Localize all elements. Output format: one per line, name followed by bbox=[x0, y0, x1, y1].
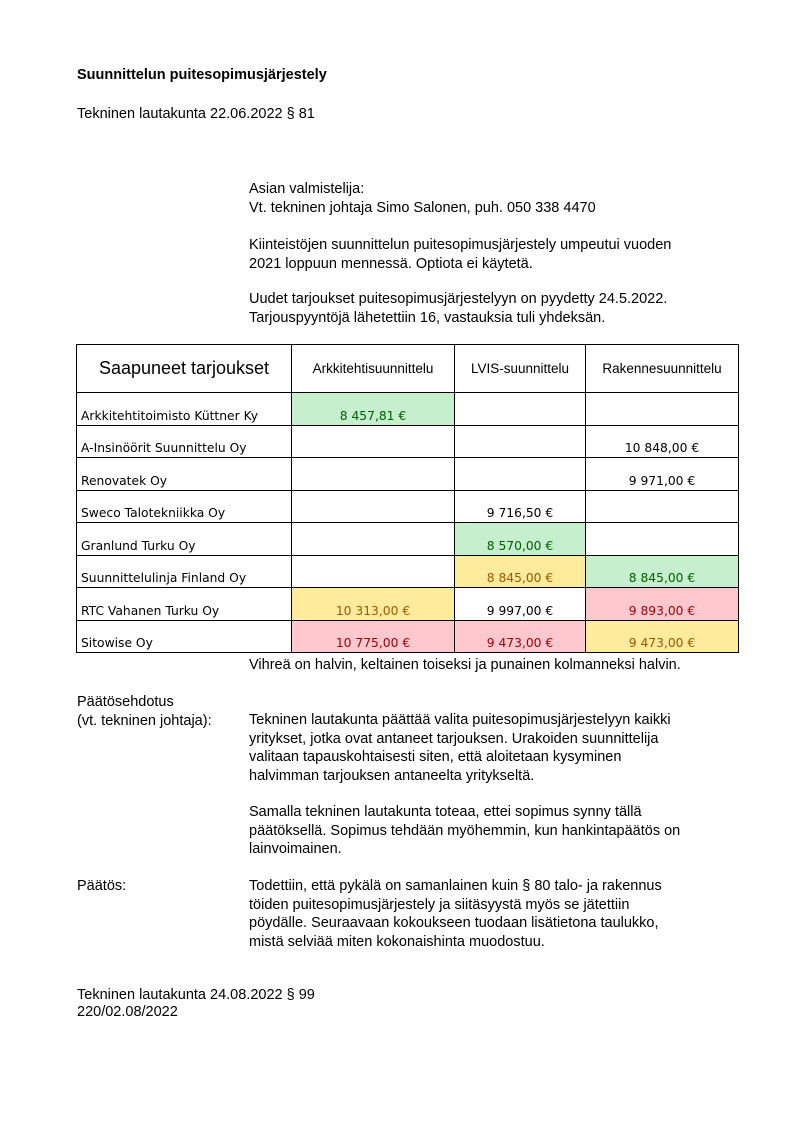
bid-price-cell bbox=[292, 490, 455, 523]
text-line: yritykset, jotka ovat antaneet tarjouksen. Urakoiden suunnittelija bbox=[249, 730, 659, 747]
table-row bbox=[77, 393, 739, 426]
record-number: 220/02.08/2022 bbox=[77, 1004, 178, 1020]
company-name-cell: Renovatek Oy bbox=[77, 458, 292, 491]
bid-price-cell: 8 570,00 € bbox=[455, 523, 586, 556]
text-line: Tarjouspyyntöjä lähetettiin 16, vastauksia tuli yhdeksän. bbox=[249, 309, 606, 326]
paragraph-expiry bbox=[249, 236, 719, 273]
company-name-cell: Granlund Turku Oy bbox=[77, 523, 292, 556]
text-line: lainvoimainen. bbox=[249, 841, 342, 857]
bid-price-cell: 8 845,00 € bbox=[586, 555, 739, 588]
bid-price-cell: 9 473,00 € bbox=[586, 620, 739, 653]
decision-paragraph bbox=[249, 877, 719, 951]
text-line: 2021 loppuun mennessä. Optiota ei käytetä. bbox=[249, 255, 533, 272]
text-line: (vt. tekninen johtaja): bbox=[77, 712, 212, 729]
bid-price-cell: 8 457,81 € bbox=[292, 393, 455, 426]
company-name-cell: RTC Vahanen Turku Oy bbox=[77, 588, 292, 621]
preparer-name: Vt. tekninen johtaja Simo Salonen, puh. 050 338 4470 bbox=[249, 199, 596, 216]
table-header-lvis: LVIS-suunnittelu bbox=[455, 345, 586, 393]
bid-price-cell bbox=[586, 490, 739, 523]
proposal-paragraph-1 bbox=[249, 711, 719, 785]
table-row bbox=[77, 620, 739, 653]
bid-price-cell: 9 716,50 € bbox=[455, 490, 586, 523]
table-row bbox=[77, 588, 739, 621]
document-title: Suunnittelun puitesopimusjärjestely bbox=[77, 67, 327, 83]
text-line: pöydälle. Seuraavaan kokoukseen tuodaan lisätietona taulukko, bbox=[249, 915, 659, 931]
text-line: Todettiin, että pykälä on samanlainen kuin § 80 talo- ja rakennus bbox=[249, 878, 662, 894]
bid-price-cell bbox=[455, 458, 586, 491]
bid-price-cell bbox=[292, 458, 455, 491]
bid-price-cell: 9 971,00 € bbox=[586, 458, 739, 491]
bid-price-cell: 9 893,00 € bbox=[586, 588, 739, 621]
bid-price-cell bbox=[455, 425, 586, 458]
company-name-cell: A-Insinöörit Suunnittelu Oy bbox=[77, 425, 292, 458]
company-name-cell: Sitowise Oy bbox=[77, 620, 292, 653]
bid-price-cell bbox=[455, 393, 586, 426]
text-line: Uudet tarjoukset puitesopimusjärjestelyyn on pyydetty 24.5.2022. bbox=[249, 291, 668, 307]
bid-price-cell bbox=[292, 425, 455, 458]
text-line: töiden puitesopimusjärjestely ja siitäsyystä myös se jätettiin bbox=[249, 896, 630, 913]
bid-price-cell: 9 997,00 € bbox=[455, 588, 586, 621]
bid-price-cell: 8 845,00 € bbox=[455, 555, 586, 588]
follow-up-reference bbox=[77, 987, 315, 1021]
text-line: mistä selviää miten kokonaishinta muodostuu. bbox=[249, 933, 545, 950]
text-line: Tekninen lautakunta päättää valita puitesopimusjärjestelyyn kaikki bbox=[249, 712, 671, 728]
table-header-row bbox=[77, 345, 739, 393]
bid-price-cell: 10 313,00 € bbox=[292, 588, 455, 621]
bids-table bbox=[76, 344, 739, 653]
paragraph-new-offers bbox=[249, 290, 719, 327]
preparer-label: Asian valmistelija: bbox=[249, 181, 365, 197]
table-row bbox=[77, 425, 739, 458]
table-header-structural: Rakennesuunnittelu bbox=[586, 345, 739, 393]
decision-label: Päätös: bbox=[77, 878, 127, 894]
bid-price-cell: 10 848,00 € bbox=[586, 425, 739, 458]
table-row bbox=[77, 458, 739, 491]
text-line: Päätösehdotus bbox=[77, 694, 174, 710]
bid-price-cell bbox=[292, 555, 455, 588]
table-row bbox=[77, 555, 739, 588]
table-row bbox=[77, 490, 739, 523]
text-line: halvimman tarjouksen antaneelta yritykseltä. bbox=[249, 767, 535, 784]
table-header-bids: Saapuneet tarjoukset bbox=[77, 345, 292, 393]
proposal-paragraph-2 bbox=[249, 803, 719, 859]
text-line: päätöksellä. Sopimus tehdään myöhemmin, kun hankintapäätös on bbox=[249, 822, 681, 839]
meeting-reference-2: Tekninen lautakunta 24.08.2022 § 99 bbox=[77, 987, 315, 1003]
table-row bbox=[77, 523, 739, 556]
bid-price-cell bbox=[292, 523, 455, 556]
proposal-label bbox=[77, 693, 212, 730]
bid-price-cell: 9 473,00 € bbox=[455, 620, 586, 653]
company-name-cell: Arkkitehtitoimisto Küttner Ky bbox=[77, 393, 292, 426]
text-line: Kiinteistöjen suunnittelun puitesopimusjärjestely umpeutui vuoden bbox=[249, 237, 672, 253]
bid-price-cell bbox=[586, 523, 739, 556]
color-legend-note: Vihreä on halvin, keltainen toiseksi ja punainen kolmanneksi halvin. bbox=[249, 657, 681, 673]
text-line: Samalla tekninen lautakunta toteaa, ettei sopimus synny tällä bbox=[249, 804, 642, 820]
text-line: valitaan tapauskohtaisesti siten, että aloitetaan kysyminen bbox=[249, 749, 622, 765]
company-name-cell: Sweco Talotekniikka Oy bbox=[77, 490, 292, 523]
table-header-architecture: Arkkitehtisuunnittelu bbox=[292, 345, 455, 393]
bid-price-cell: 10 775,00 € bbox=[292, 620, 455, 653]
bid-price-cell bbox=[586, 393, 739, 426]
meeting-reference: Tekninen lautakunta 22.06.2022 § 81 bbox=[77, 106, 315, 122]
preparer-block bbox=[249, 180, 719, 217]
company-name-cell: Suunnittelulinja Finland Oy bbox=[77, 555, 292, 588]
